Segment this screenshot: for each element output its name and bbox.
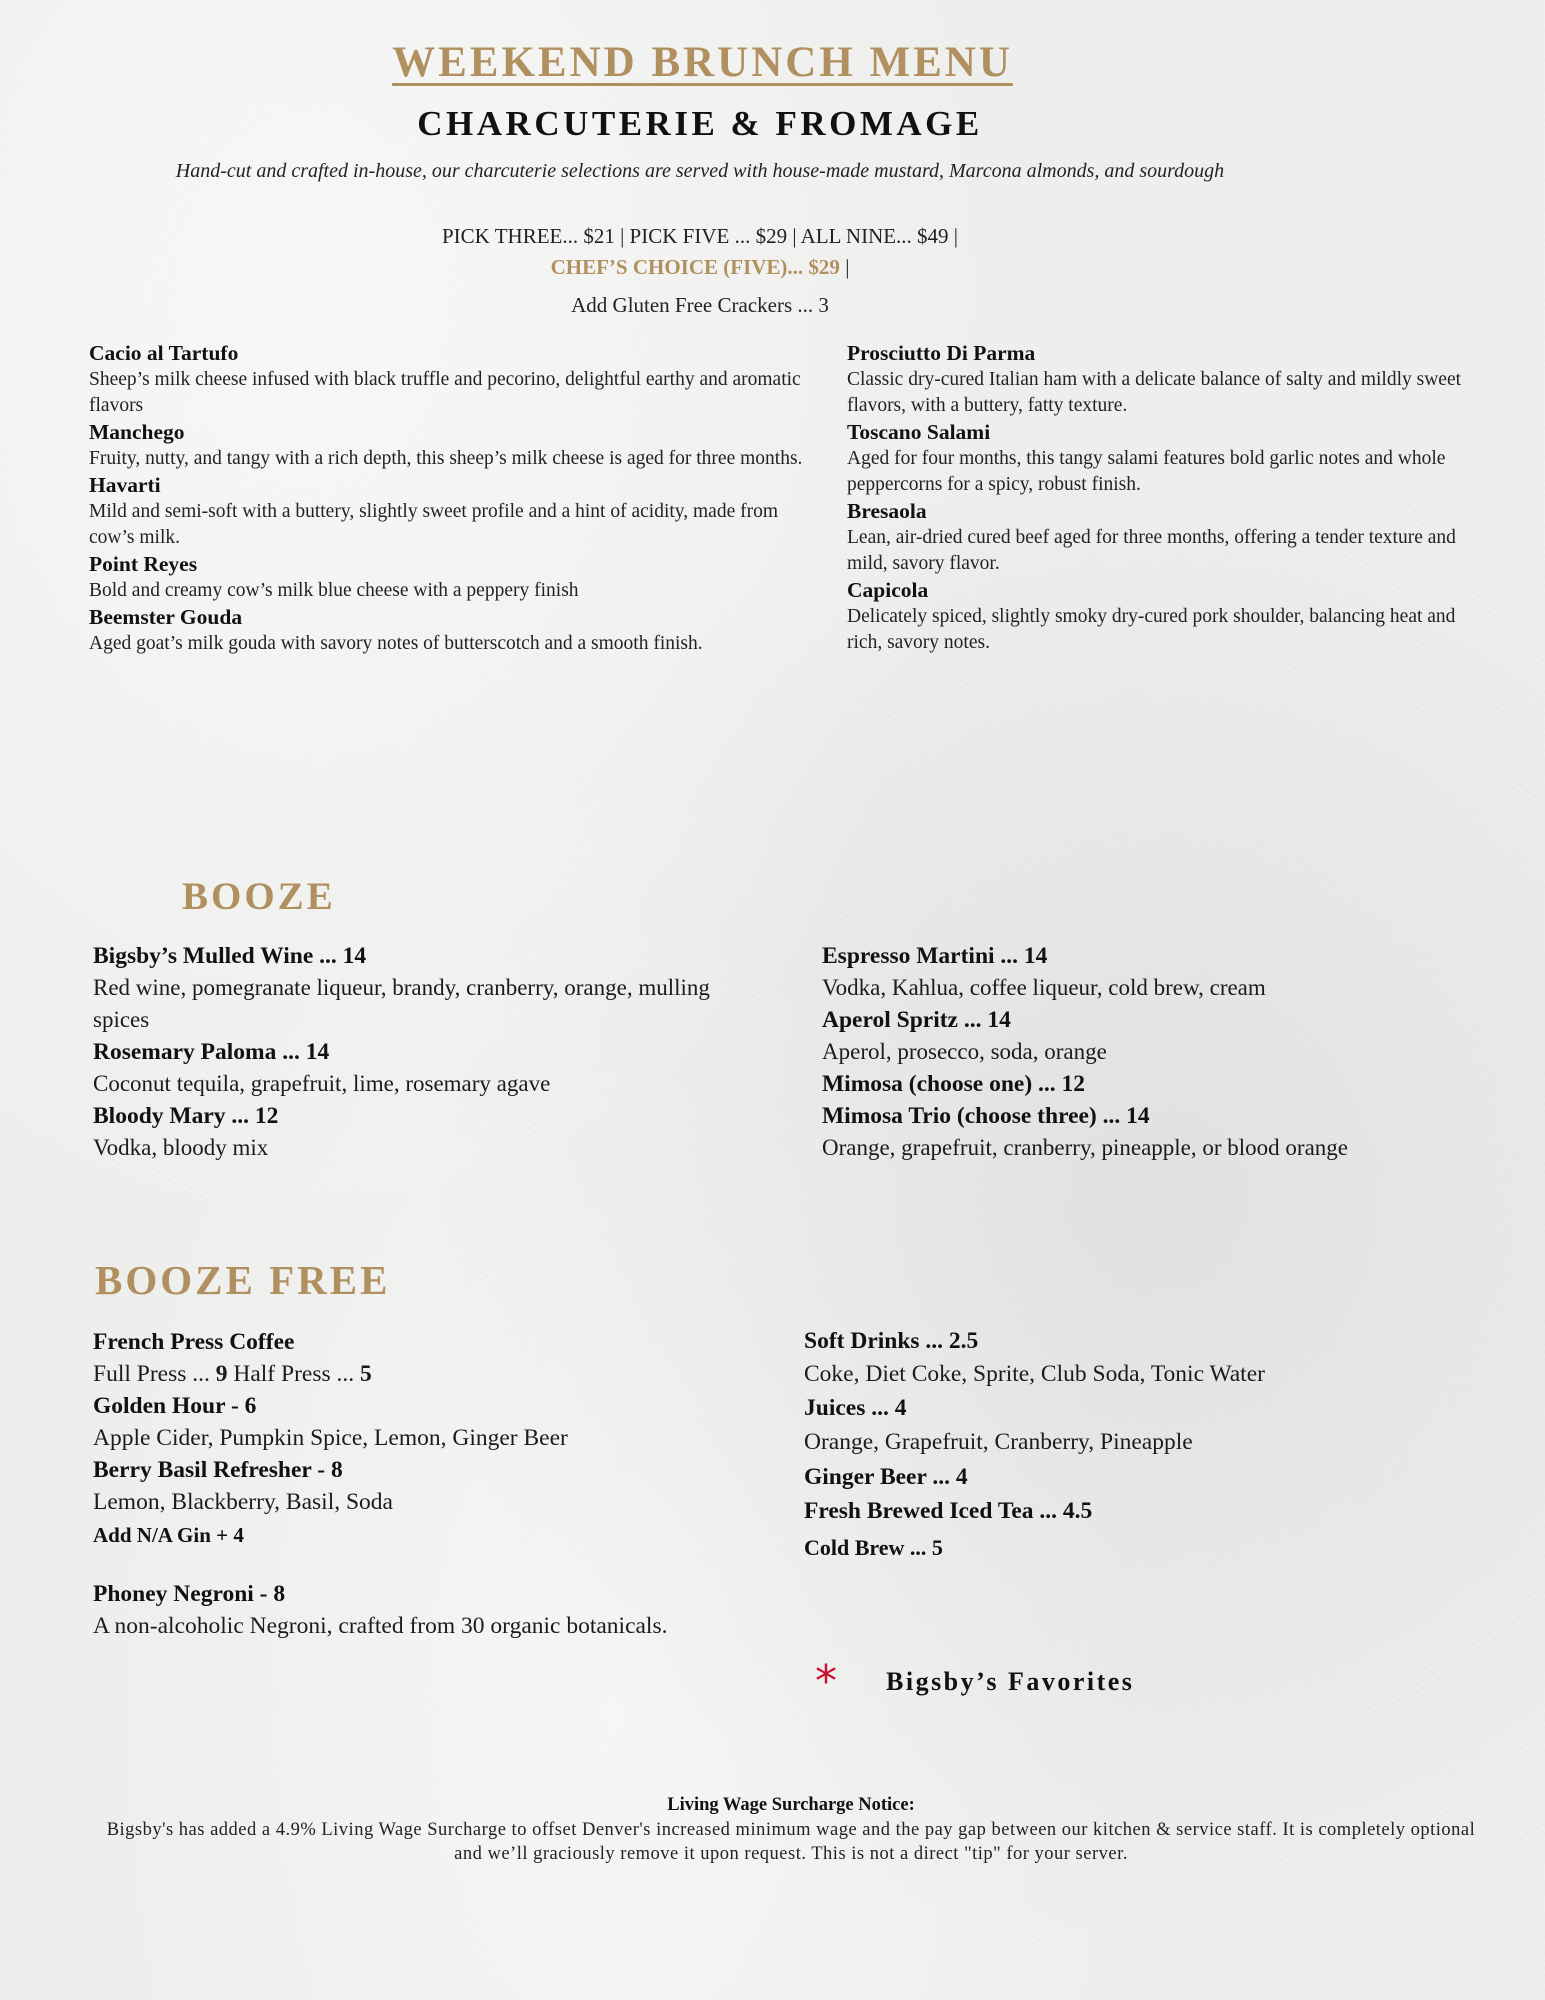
item-description: Mild and semi-soft with a buttery, slightly sweet profile and a hint of acidity, made from cow’s milk. [89,501,779,548]
item-name: Prosciutto Di Parma [847,341,1036,365]
drink-description: Coke, Diet Coke, Sprite, Club Soda, Tonic Water [804,1361,1265,1387]
menu-item [847,577,1467,656]
drink-name: Phoney Negroni - 8 [93,1581,286,1607]
drink-name: Soft Drinks ... 2.5 [804,1328,979,1354]
item-description: Lean, air-dried cured beef aged for three months, offering a tender texture and mild, savory flavor. [847,527,1456,574]
item-name: Beemster Gouda [89,605,243,629]
booze-right-column [822,940,1462,1164]
favorites-label: Bigsby’s Favorites [886,1667,1135,1696]
item-description: Bold and creamy cow’s milk blue cheese with a peppery finish [89,580,579,601]
menu-item [89,472,809,551]
drink-name: Mimosa Trio (choose three) ... 14 [822,1103,1150,1129]
drink-name: Mimosa (choose one) ... 12 [822,1071,1086,1097]
half-press-label: Half Press ... [227,1361,360,1387]
full-press-label: Full Press ... [93,1361,216,1387]
drink-description: A non-alcoholic Negroni, crafted from 30 organic botanicals. [93,1613,668,1639]
drink-description: Vodka, Kahlua, coffee liqueur, cold brew, cream [822,975,1266,1000]
favorite-asterisk-icon: * [815,1656,837,1707]
drink-name: Cold Brew ... 5 [804,1535,943,1560]
booze-free-right-column [804,1326,1444,1568]
menu-item [847,340,1467,419]
drink-name: Bloody Mary ... 12 [93,1103,279,1129]
drink-item [822,1068,1462,1100]
booze-left-column [93,940,733,1164]
chef-choice-separator: | [839,255,850,279]
spacer [93,1552,773,1578]
drink-description: Vodka, bloody mix [93,1135,269,1160]
booze-free-left-column [93,1326,773,1642]
item-name: Point Reyes [89,552,198,576]
drink-name: French Press Coffee [93,1329,295,1355]
full-press-price: 9 [215,1361,228,1387]
drink-name: Espresso Martini ... 14 [822,943,1048,969]
charcuterie-cheese-column [89,340,809,657]
chef-choice-price: CHEF’S CHOICE (FIVE)... $29 [550,255,840,279]
drink-description: Aperol, prosecco, soda, orange [822,1039,1107,1064]
menu-title: WEEKEND BRUNCH MENU [392,39,1013,86]
drink-item [93,1100,733,1164]
drink-name: Ginger Beer ... 4 [804,1464,968,1490]
drink-name: Aperol Spritz ... 14 [822,1007,1011,1033]
item-name: Bresaola [847,499,927,523]
drink-name: Rosemary Paloma ... 14 [93,1039,330,1065]
item-name: Toscano Salami [847,420,991,444]
drink-description: Lemon, Blackberry, Basil, Soda [93,1489,393,1515]
booze-heading: BOOZE [182,875,336,918]
item-name: Capicola [847,578,929,602]
drink-item [93,1036,733,1100]
drink-description: Orange, Grapefruit, Cranberry, Pineapple [804,1429,1193,1455]
chef-choice-line [0,255,1400,280]
menu-item [89,604,809,657]
drink-name: Bigsby’s Mulled Wine ... 14 [93,943,367,969]
na-gin-addon: Add N/A Gin + 4 [93,1523,244,1547]
menu-item [89,419,809,472]
drink-item [822,940,1462,1004]
menu-item [847,419,1467,498]
charcuterie-description: Hand-cut and crafted in-house, our charcuterie selections are served with house-made mustard, Marcona almonds, and sourdough [175,160,1225,182]
menu-item [89,551,809,604]
drink-name: Fresh Brewed Iced Tea ... 4.5 [804,1498,1093,1524]
item-name: Manchego [89,420,185,444]
drink-item [93,940,733,1036]
item-description: Aged for four months, this tangy salami features bold garlic notes and whole peppercorns for a spicy, robust finish. [847,448,1446,495]
item-description: Aged goat’s milk gouda with savory notes of butterscotch and a smooth finish. [89,633,703,654]
surcharge-notice: Bigsby's has added a 4.9% Living Wage Surcharge to offset Denver's increased minimum wage and the pay gap between our kitchen & service staff. It is completely optional and we’ll graciously remove it upon request. This is not a direct "tip" for your server. [106,1820,1476,1864]
charcuterie-heading: CHARCUTERIE & FROMAGE [417,104,983,143]
drink-name: Juices ... 4 [804,1395,907,1421]
drink-name: Golden Hour - 6 [93,1393,257,1419]
drink-item [822,1004,1462,1068]
item-description: Delicately spiced, slightly smoky dry-cured pork shoulder, balancing heat and rich, savory notes. [847,606,1456,653]
drink-item [822,1100,1462,1164]
french-press-sizes [93,1358,773,1390]
menu-item [847,498,1467,577]
drink-description: Apple Cider, Pumpkin Spice, Lemon, Ginger Beer [93,1425,568,1451]
surcharge-title: Living Wage Surcharge Notice: [667,1795,915,1815]
item-description: Sheep’s milk cheese infused with black truffle and pecorino, delightful earthy and aromatic flavors [89,369,801,416]
item-description: Fruity, nutty, and tangy with a rich depth, this sheep’s milk cheese is aged for three months. [89,448,803,469]
half-press-price: 5 [360,1361,372,1387]
booze-free-heading: BOOZE FREE [95,1257,391,1303]
item-name: Havarti [89,473,161,497]
drink-description: Red wine, pomegranate liqueur, brandy, cranberry, orange, mulling spices [93,975,710,1032]
item-description: Classic dry-cured Italian ham with a delicate balance of salty and mildly sweet flavors, with a buttery, fatty texture. [847,369,1462,416]
charcuterie-meat-column [847,340,1467,656]
pricing-line: PICK THREE... $21 | PICK FIVE ... $29 | ALL NINE... $49 | [441,224,959,248]
drink-name: Berry Basil Refresher - 8 [93,1457,343,1483]
drink-description: Orange, grapefruit, cranberry, pineapple, or blood orange [822,1135,1349,1160]
menu-item [89,340,809,419]
item-name: Cacio al Tartufo [89,341,239,365]
drink-description: Coconut tequila, grapefruit, lime, rosemary agave [93,1071,551,1096]
gluten-free-addon: Add Gluten Free Crackers ... 3 [571,293,829,317]
